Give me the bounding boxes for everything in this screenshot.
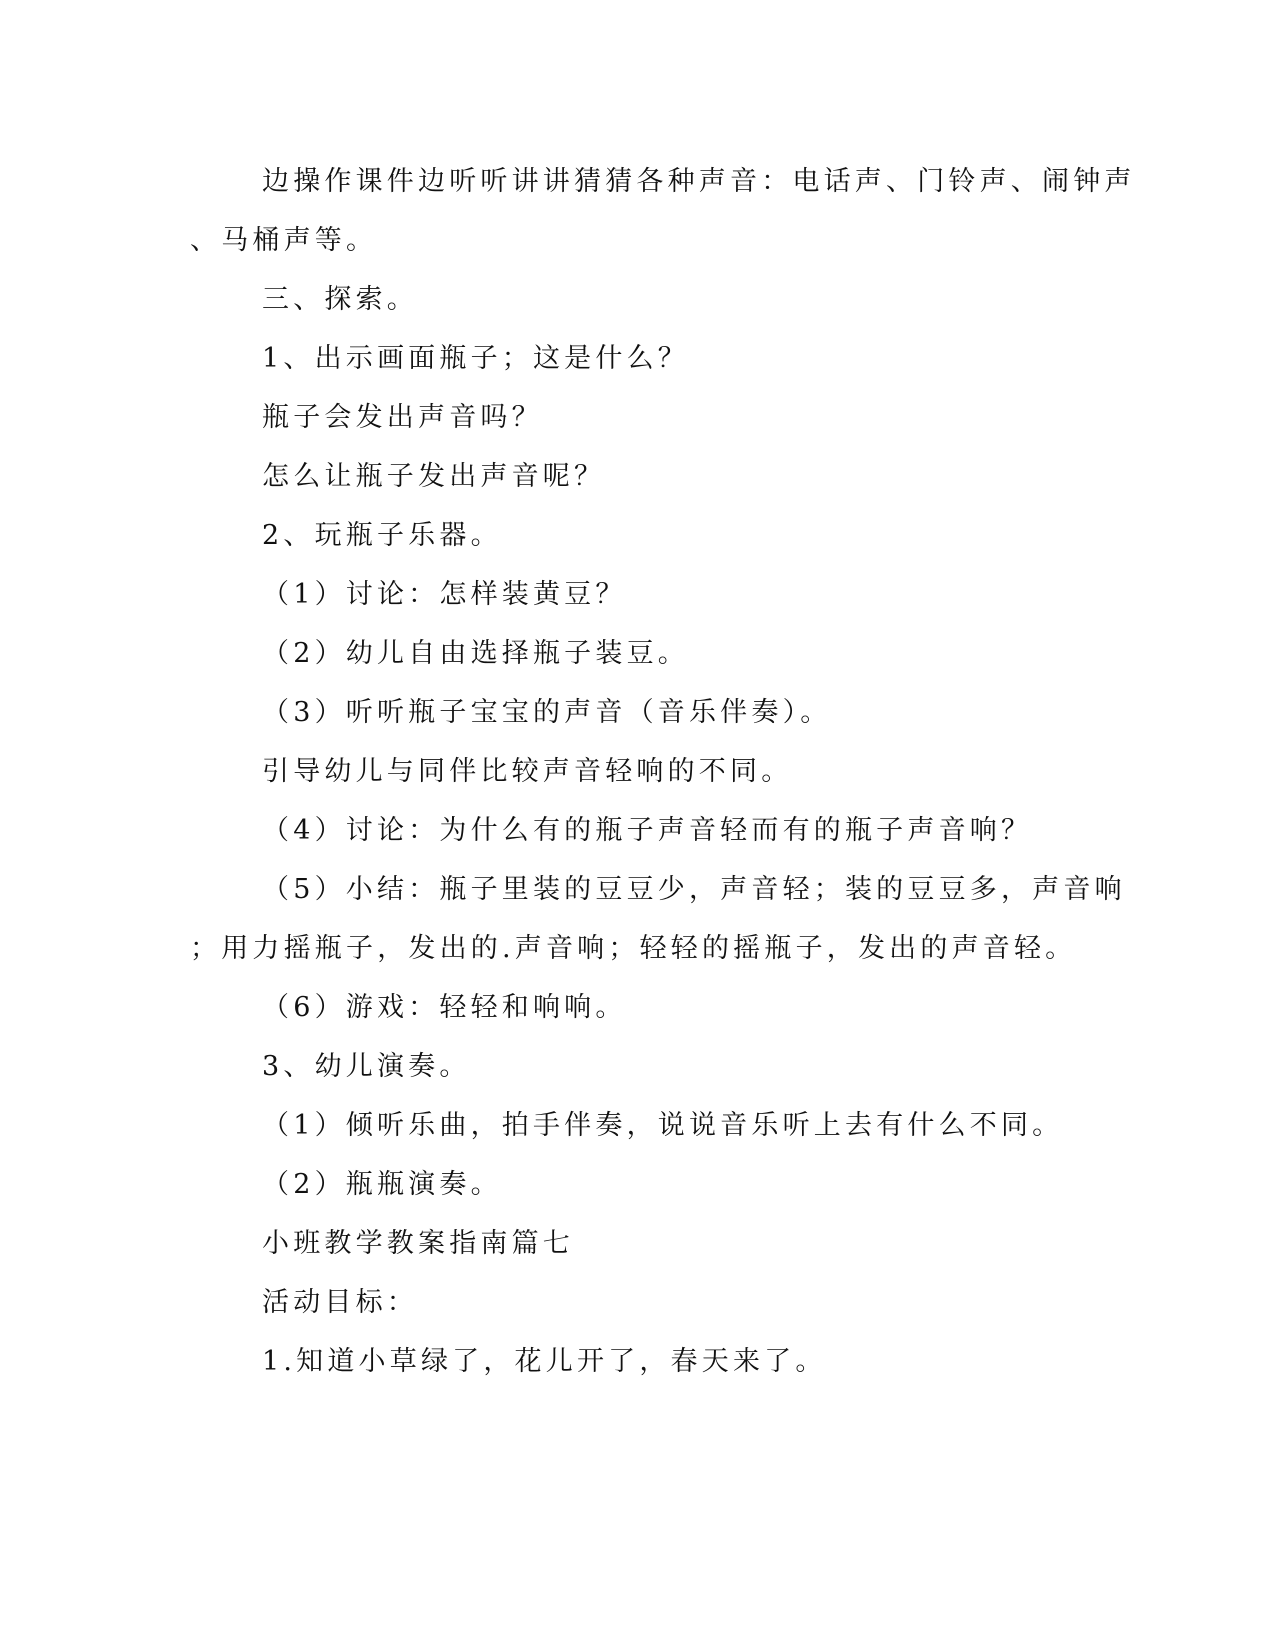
text-line: （3）听听瓶子宝宝的声音（音乐伴奏）。	[262, 697, 832, 728]
text-line: 3、幼儿演奏。	[262, 1051, 471, 1082]
text-line: 瓶子会发出声音吗？	[262, 402, 543, 433]
text-line: （1）讨论：怎样装黄豆？	[262, 579, 627, 610]
text-line: ；用力摇瓶子，发出的.声音响；轻轻的摇瓶子，发出的声音轻。	[190, 933, 1077, 964]
subheading: 活动目标：	[262, 1287, 418, 1318]
text-line: （1）倾听乐曲，拍手伴奏，说说音乐听上去有什么不同。	[262, 1110, 1064, 1141]
text-line: 边操作课件边听听讲讲猜猜各种声音：电话声、门铃声、闹钟声	[262, 166, 1136, 197]
text-line: 1、出示画面瓶子；这是什么？	[262, 343, 689, 374]
text-line: 1.知道小草绿了，花儿开了，春天来了。	[262, 1346, 827, 1377]
text-line: 、马桶声等。	[190, 225, 378, 256]
section-title: 小班教学教案指南篇七	[262, 1228, 574, 1259]
text-line: 怎么让瓶子发出声音呢？	[262, 461, 606, 492]
text-line: （6）游戏：轻轻和响响。	[262, 992, 627, 1023]
text-line: 2、玩瓶子乐器。	[262, 520, 502, 551]
section-heading: 三、探索。	[262, 284, 418, 315]
text-line: （4）讨论：为什么有的瓶子声音轻而有的瓶子声音响？	[262, 815, 1033, 846]
text-line: 引导幼儿与同伴比较声音轻响的不同。	[262, 756, 793, 787]
text-line: （2）瓶瓶演奏。	[262, 1169, 502, 1200]
text-line: （5）小结：瓶子里装的豆豆少，声音轻；装的豆豆多，声音响	[262, 874, 1126, 905]
text-line: （2）幼儿自由选择瓶子装豆。	[262, 638, 689, 669]
